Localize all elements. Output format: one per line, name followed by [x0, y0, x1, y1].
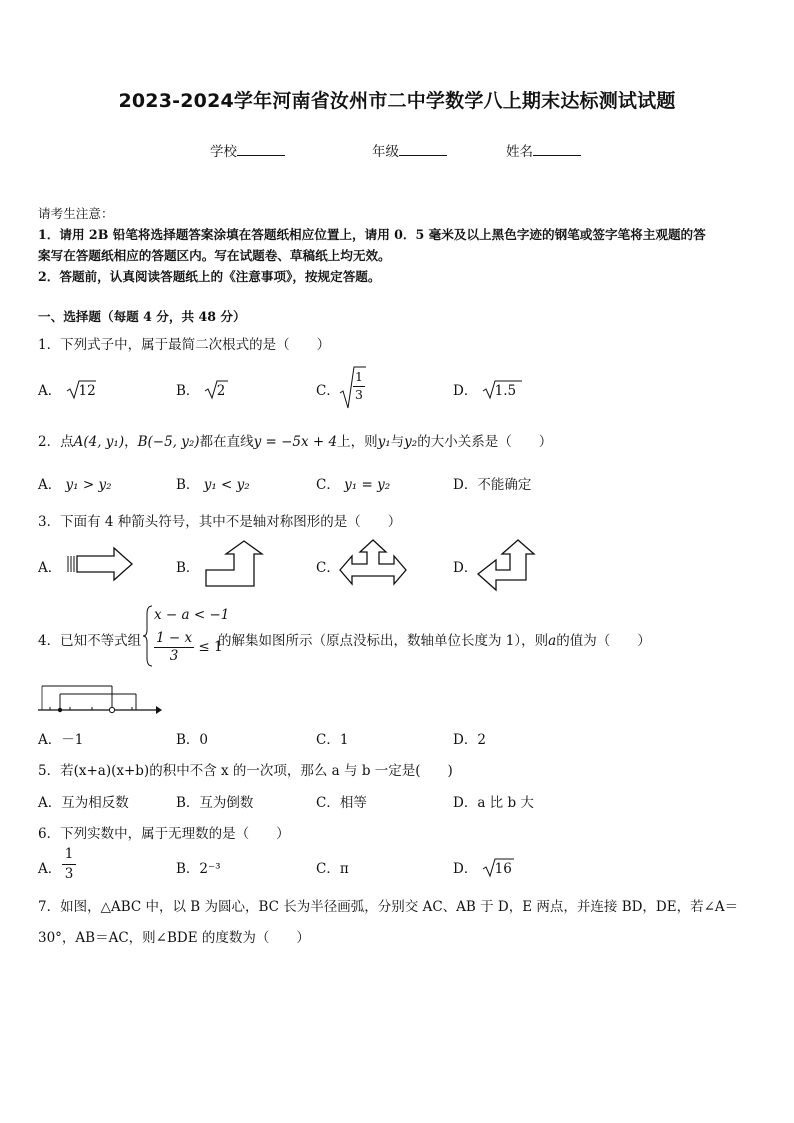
q4-option-d: D．2 — [453, 732, 486, 748]
q2-line-eq: y = −5x + 4 — [253, 434, 338, 450]
q2-y1: y₁ — [377, 434, 391, 450]
q2-b-expr: y₁ < y₂ — [203, 477, 250, 493]
arrow-right-icon — [66, 546, 134, 582]
notice-heading: 请考生注意： — [38, 206, 114, 221]
q1-option-c — [316, 379, 340, 399]
notice-item1-line2: 案写在答题纸相应的答题区内。写在试题卷、草稿纸上均无效。 — [38, 248, 391, 263]
name-field — [506, 140, 581, 160]
q6-a-numerator: 1 — [64, 846, 74, 862]
notice-item2: 2．答题前，认真阅读答题纸上的《注意事项》，按规定答题。 — [38, 269, 381, 284]
sqrt-icon — [66, 380, 96, 400]
q4-stem-rest — [218, 629, 651, 649]
q1-b-radicand: 2 — [216, 383, 226, 399]
q6-stem: 6．下列实数中，属于无理数的是（ ） — [38, 826, 290, 842]
q2-text-5: 的大小关系是（ ） — [417, 434, 553, 450]
q1-b-label: B． — [176, 383, 200, 399]
q6-d-radical — [482, 861, 512, 877]
q1-b-radical — [204, 383, 226, 399]
q1-c-label: C． — [316, 383, 340, 399]
q3-option-b-label: B． — [176, 560, 200, 576]
q4-fraction — [154, 632, 194, 663]
q2-option-d: D．不能确定 — [453, 477, 532, 493]
q6-option-d — [453, 857, 512, 877]
school-blank — [237, 141, 285, 156]
q2-text-2: 都在直线 — [199, 434, 254, 450]
q4-fraction-numerator: 1 − x — [156, 630, 193, 646]
grade-blank — [399, 141, 447, 156]
q1-option-b — [176, 379, 225, 399]
q2-text-1: 2．点 — [38, 434, 74, 450]
q5-option-a: A．互为相反数 — [38, 795, 129, 811]
q4-ineq-1: x − a < −1 — [154, 607, 230, 623]
q7-line-2: 30°，AB＝AC，则∠BDE 的度数为（ ） — [38, 930, 310, 946]
bent-arrow-up-icon — [204, 540, 266, 588]
q4-text-2: 的解集如图所示（原点没标出，数轴单位长度为 1），则 — [218, 633, 549, 649]
q2-option-a — [38, 473, 112, 493]
q1-c-denominator: 3 — [353, 386, 365, 402]
q1-a-radical — [66, 383, 96, 399]
q4-option-b: B．0 — [176, 732, 209, 748]
q3-option-d-label: D． — [453, 560, 478, 576]
number-line-figure — [36, 680, 162, 720]
q3-option-c-label: C． — [316, 560, 340, 576]
q2-a-label: A． — [38, 477, 62, 493]
q4-fraction-denominator: 3 — [169, 647, 179, 664]
notice-item1-line1: 1．请用 2B 铅笔将选择题答案涂填在答题纸相应位置上，请用 0．5 毫米及以上黑色字迹的钢笔或签字笔将主观题的答 — [38, 227, 706, 242]
elbow-arrow-icon — [476, 538, 538, 592]
q1-stem: 1．下列式子中，属于最简二次根式的是（ ） — [38, 337, 331, 353]
sqrt-icon — [204, 380, 228, 400]
sqrt-icon — [482, 858, 514, 878]
q3-stem: 3．下面有 4 种箭头符号，其中不是轴对称图形的是（ ） — [38, 514, 402, 530]
q4-ineq-2 — [154, 632, 223, 663]
q4-option-c: C．1 — [316, 732, 349, 748]
q2-sep: ， — [124, 434, 138, 450]
q4-var-a: a — [548, 633, 557, 649]
q6-d-label: D． — [453, 861, 478, 877]
q7-line-1: 7．如图，△ABC 中，以 B 为圆心，BC 长为半径画弧，分别交 AC、AB 于 D，E 两点，并连接 BD，DE，若∠A＝ — [38, 899, 739, 915]
name-label: 姓名 — [506, 144, 533, 160]
page-title: 2023-2024学年河南省汝州市二中学数学八上期末达标测试试题 — [118, 90, 676, 112]
q6-a-denominator: 3 — [62, 864, 76, 882]
q4-option-a: A．－1 — [38, 732, 84, 748]
q1-c-numerator: 1 — [355, 369, 363, 384]
q6-a-fraction — [62, 846, 76, 882]
name-blank — [533, 141, 581, 156]
q1-c-radical — [338, 366, 366, 410]
q2-text-3: 上，则 — [337, 434, 378, 450]
q5-option-c: C．相等 — [316, 795, 367, 811]
q4-stem-intro: 4．已知不等式组 — [38, 633, 142, 649]
q4-text-3: 的值为（ ） — [556, 633, 651, 649]
q1-a-radicand: 12 — [78, 383, 96, 399]
q6-option-c: C．π — [316, 861, 349, 877]
q1-d-radical — [482, 383, 516, 399]
q1-d-radicand: 1.5 — [494, 383, 517, 399]
three-way-arrow-icon — [338, 538, 408, 588]
q1-d-label: D． — [453, 383, 478, 399]
q2-point-b: B(−5, y₂) — [137, 434, 200, 450]
q6-option-b: B．2⁻³ — [176, 861, 221, 877]
q2-option-b — [176, 473, 250, 493]
brace-icon — [142, 604, 154, 668]
q6-option-a-label: A． — [38, 861, 62, 877]
q5-option-b: B．互为倒数 — [176, 795, 254, 811]
q2-a-expr: y₁ > y₂ — [65, 477, 112, 493]
q2-point-a: A(4, y₁) — [73, 434, 125, 450]
sqrt-icon — [482, 380, 522, 400]
q5-option-d: D．a 比 b 大 — [453, 795, 534, 811]
q2-text-4: 与 — [390, 434, 405, 450]
school-field — [210, 140, 285, 160]
school-label: 学校 — [210, 144, 237, 160]
q2-c-label: C． — [316, 477, 340, 493]
q2-y2: y₂ — [404, 434, 418, 450]
q1-option-a — [38, 379, 96, 399]
section-heading: 一、选择题（每题 4 分，共 48 分） — [38, 309, 246, 324]
q2-stem — [38, 430, 552, 450]
grade-field — [372, 140, 447, 160]
q4-ineq-2-rest: ≤ 1 — [198, 639, 223, 655]
grade-label: 年级 — [372, 144, 399, 160]
q1-a-label: A． — [38, 383, 62, 399]
q2-c-expr: y₁ = y₂ — [344, 477, 391, 493]
q3-option-a-label: A． — [38, 560, 62, 576]
q2-option-c — [316, 473, 390, 493]
q6-d-radicand: 16 — [494, 861, 512, 877]
q5-stem: 5．若(x+a)(x+b)的积中不含 x 的一次项，那么 a 与 b 一定是( ) — [38, 763, 453, 779]
q2-b-label: B． — [176, 477, 200, 493]
q1-option-d — [453, 379, 516, 399]
q1-c-fraction — [353, 369, 365, 402]
